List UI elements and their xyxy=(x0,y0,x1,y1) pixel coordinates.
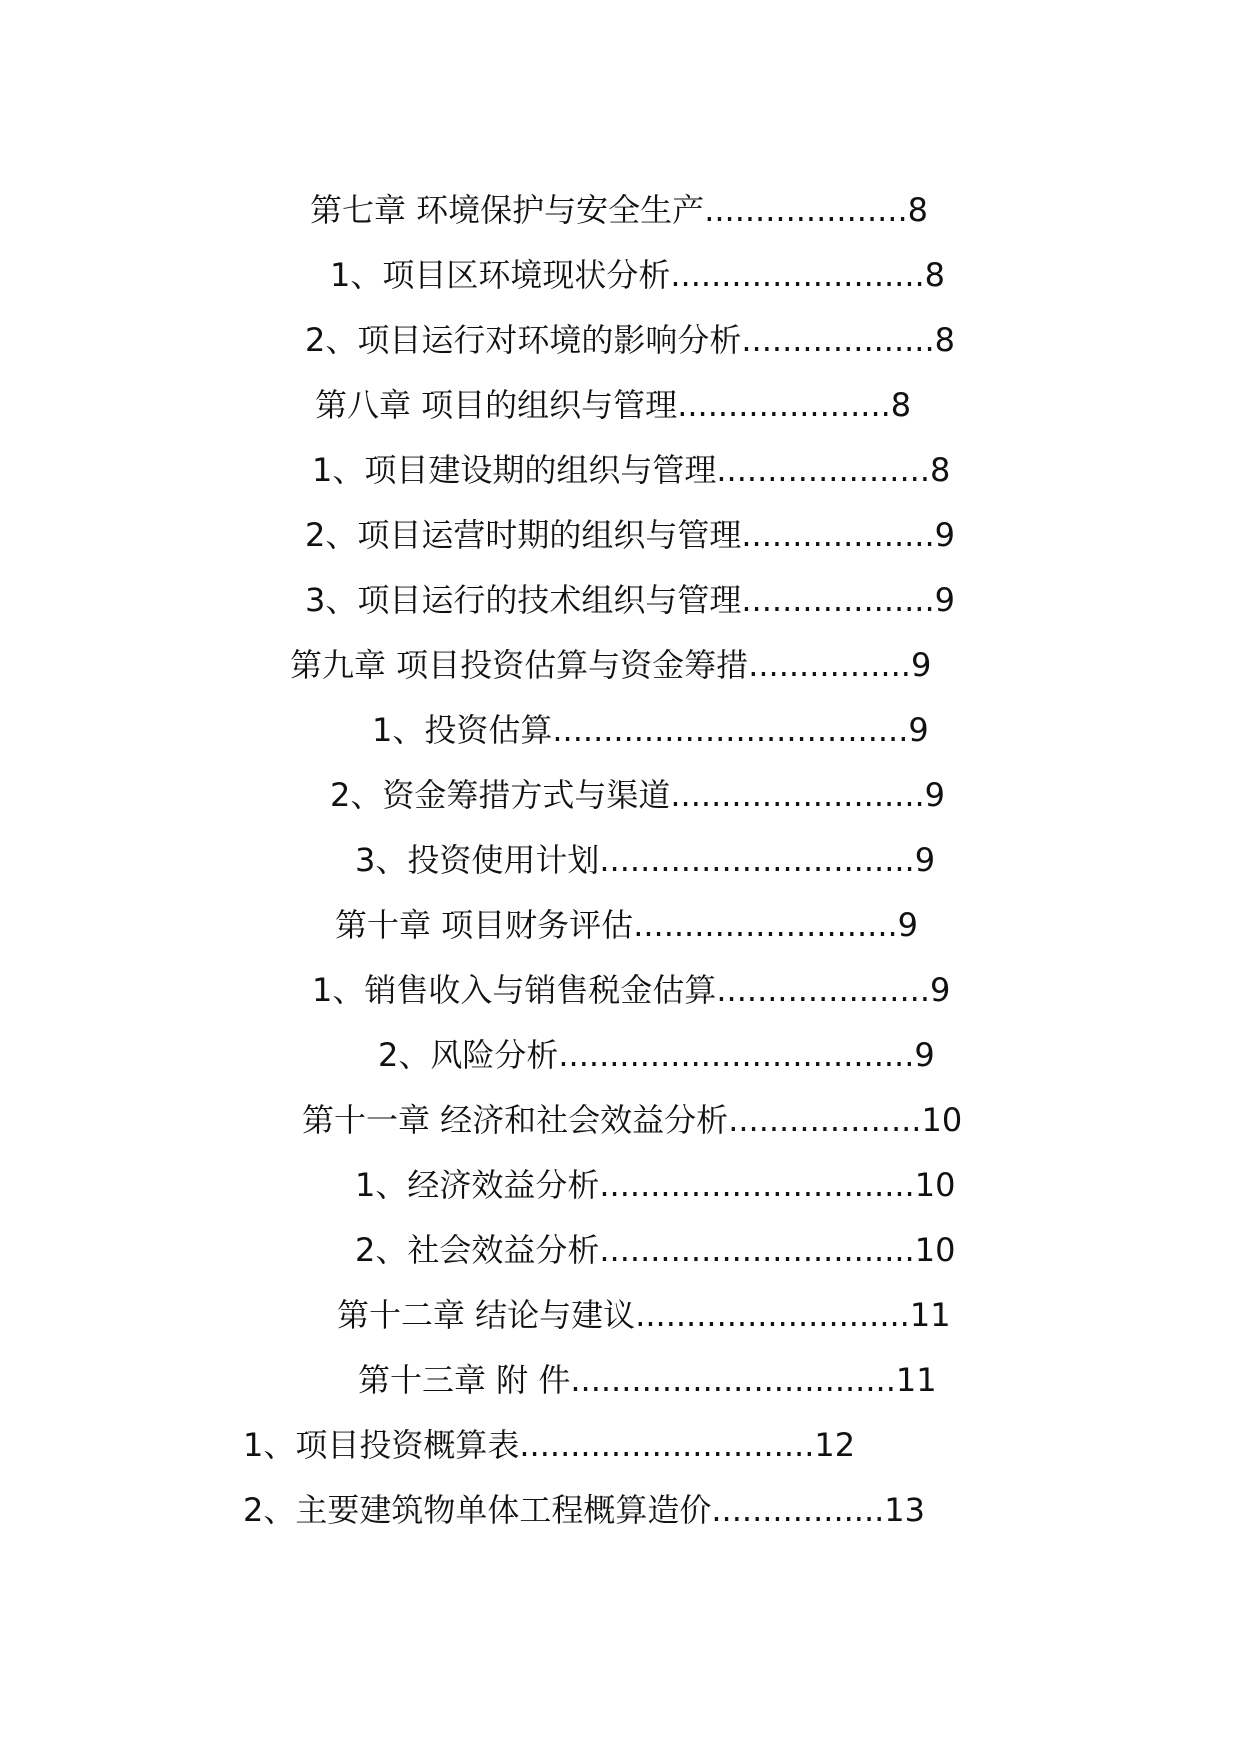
toc-entry-leader: ................... xyxy=(741,516,935,554)
toc-entry-label: 1、投资估算 xyxy=(372,711,553,749)
toc-entry-leader: ......................... xyxy=(670,256,925,294)
toc-entry-page: 9 xyxy=(924,776,946,814)
toc-entry-leader: ................................... xyxy=(558,1036,915,1074)
toc-entry-leader: ............................... xyxy=(599,1231,915,1269)
toc-entry-page: 10 xyxy=(914,1231,956,1269)
toc-entry-label: 第九章 项目投资估算与资金筹措 xyxy=(290,646,749,684)
toc-entry-leader: ................... xyxy=(741,581,935,619)
toc-entry-ch9-3[interactable] xyxy=(355,840,935,880)
toc-entry-ch10[interactable] xyxy=(335,905,918,945)
toc-entry-leader: ................ xyxy=(748,646,911,684)
toc-entry-page: 9 xyxy=(929,971,951,1009)
toc-entry-page: 11 xyxy=(909,1296,951,1334)
toc-entry-label: 2、资金筹措方式与渠道 xyxy=(330,776,671,814)
toc-entry-page: 8 xyxy=(907,191,928,229)
toc-entry-label: 3、项目运行的技术组织与管理 xyxy=(305,581,742,619)
toc-entry-ch8-3[interactable] xyxy=(305,580,955,620)
toc-entry-leader: ................... xyxy=(728,1101,922,1139)
toc-entry-page: 9 xyxy=(908,711,929,749)
toc-entry-label: 第十二章 结论与建议 xyxy=(337,1296,636,1334)
toc-entry-ch13[interactable] xyxy=(358,1360,937,1400)
toc-entry-label: 1、项目区环境现状分析 xyxy=(330,256,671,294)
toc-entry-label: 2、项目运营时期的组织与管理 xyxy=(305,516,742,554)
toc-entry-ch11-1[interactable] xyxy=(355,1165,955,1205)
toc-entry-label: 第十章 项目财务评估 xyxy=(335,906,634,944)
toc-entry-leader: ................. xyxy=(711,1491,885,1529)
toc-entry-leader: ..................... xyxy=(716,451,930,489)
toc-entry-leader: ........................... xyxy=(635,1296,910,1334)
toc-entry-page: 11 xyxy=(895,1361,937,1399)
toc-entry-page: 9 xyxy=(897,906,919,944)
toc-entry-label: 2、项目运行对环境的影响分析 xyxy=(305,321,742,359)
toc-entry-ch8-1[interactable] xyxy=(312,450,950,490)
toc-entry-page: 12 xyxy=(814,1426,856,1464)
toc-entry-ch9-1[interactable] xyxy=(372,710,929,750)
toc-entry-leader: ......................... xyxy=(670,776,925,814)
toc-entry-ch9-2[interactable] xyxy=(330,775,945,815)
toc-entry-page: 8 xyxy=(934,321,955,359)
toc-entry-label: 第七章 环境保护与安全生产 xyxy=(310,191,705,229)
toc-entry-label: 2、主要建筑物单体工程概算造价 xyxy=(243,1491,712,1529)
toc-entry-ch9[interactable] xyxy=(290,645,931,685)
toc-entry-ch8-2[interactable] xyxy=(305,515,955,555)
toc-entry-page: 8 xyxy=(929,451,951,489)
toc-entry-label: 3、投资使用计划 xyxy=(355,841,600,879)
toc-entry-leader: ............................... xyxy=(599,841,915,879)
toc-entry-label: 第十一章 经济和社会效益分析 xyxy=(302,1101,729,1139)
toc-entry-label: 2、社会效益分析 xyxy=(355,1231,600,1269)
toc-entry-label: 第八章 项目的组织与管理 xyxy=(315,386,678,424)
toc-entry-leader: ............................. xyxy=(519,1426,815,1464)
toc-entry-leader: .................... xyxy=(704,191,908,229)
toc-entry-leader: ..................... xyxy=(716,971,930,1009)
toc-entry-ch10-1[interactable] xyxy=(312,970,950,1010)
toc-entry-leader: ................................ xyxy=(570,1361,896,1399)
toc-entry-ch10-2[interactable] xyxy=(378,1035,935,1075)
toc-entry-label: 第十三章 附 件 xyxy=(358,1361,571,1399)
toc-entry-ch11-2[interactable] xyxy=(355,1230,955,1270)
toc-entry-ch7-1[interactable] xyxy=(330,255,945,295)
toc-entry-page: 9 xyxy=(934,516,955,554)
toc-entry-page: 9 xyxy=(914,841,936,879)
toc-entry-ch8[interactable] xyxy=(315,385,911,425)
toc-entry-page: 9 xyxy=(934,581,955,619)
toc-entry-label: 1、项目建设期的组织与管理 xyxy=(312,451,717,489)
toc-entry-page: 13 xyxy=(884,1491,926,1529)
toc-entry-page: 10 xyxy=(914,1166,956,1204)
toc-entry-ch7[interactable] xyxy=(310,190,928,230)
toc-entry-page: 9 xyxy=(910,646,932,684)
toc-entry-page: 10 xyxy=(921,1101,963,1139)
toc-entry-appendix-2[interactable] xyxy=(243,1490,925,1530)
toc-entry-appendix-1[interactable] xyxy=(243,1425,855,1465)
toc-entry-label: 1、项目投资概算表 xyxy=(243,1426,520,1464)
toc-entry-leader: ..................... xyxy=(677,386,891,424)
toc-entry-page: 9 xyxy=(914,1036,935,1074)
toc-entry-ch12[interactable] xyxy=(337,1295,951,1335)
toc-entry-leader: .......................... xyxy=(633,906,898,944)
toc-entry-leader: ................... xyxy=(741,321,935,359)
toc-entry-leader: ................................... xyxy=(552,711,909,749)
toc-entry-leader: ............................... xyxy=(599,1166,915,1204)
toc-entry-ch7-2[interactable] xyxy=(305,320,955,360)
toc-entry-label: 1、经济效益分析 xyxy=(355,1166,600,1204)
toc-entry-page: 8 xyxy=(890,386,912,424)
toc-entry-label: 1、销售收入与销售税金估算 xyxy=(312,971,717,1009)
toc-entry-page: 8 xyxy=(924,256,946,294)
toc-entry-ch11[interactable] xyxy=(302,1100,962,1140)
toc-entry-label: 2、风险分析 xyxy=(378,1036,559,1074)
